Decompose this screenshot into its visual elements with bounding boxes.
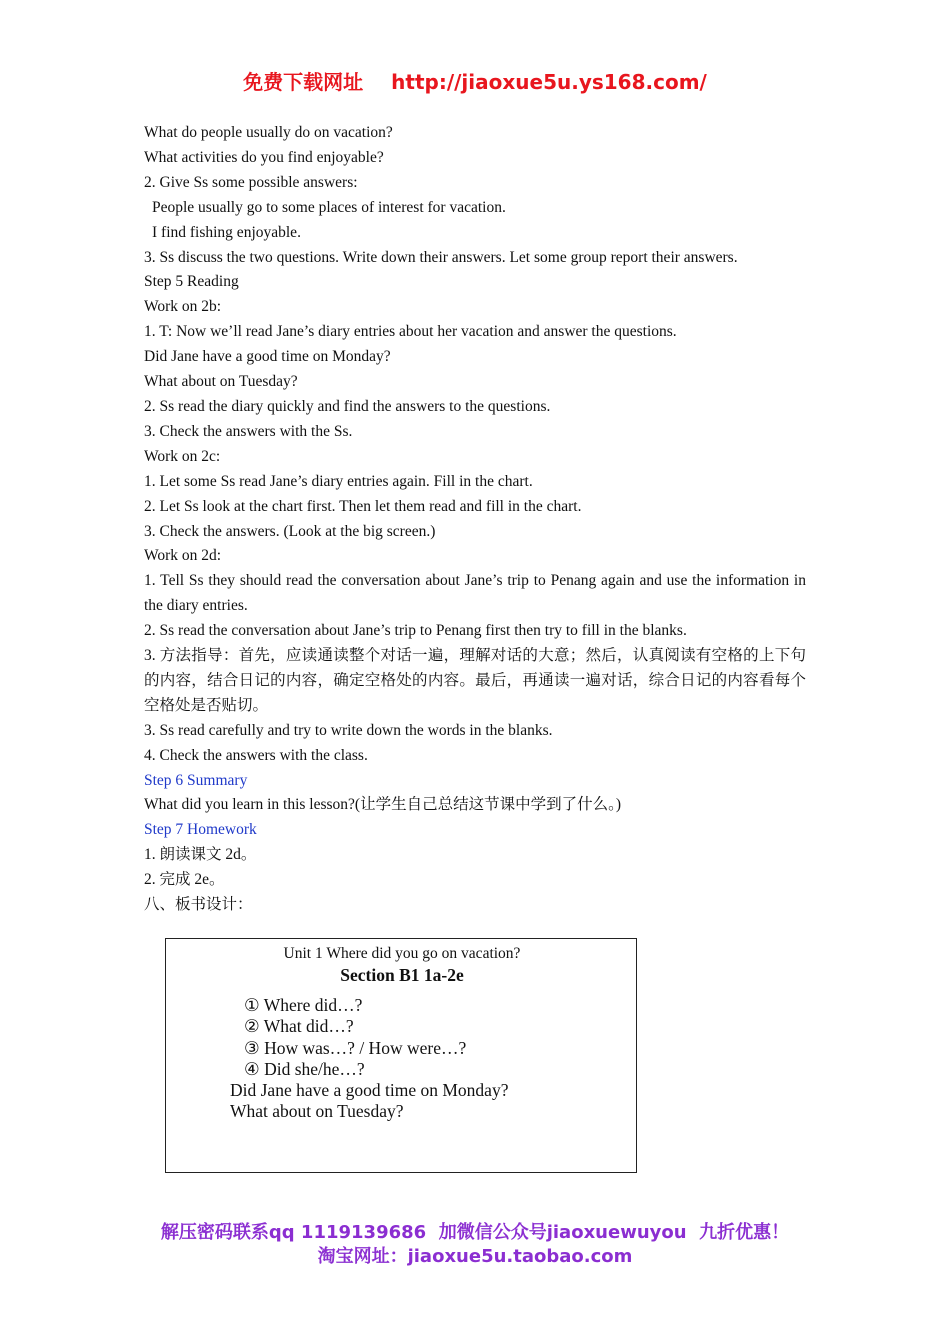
text-line: 3. Check the answers with the Ss. bbox=[144, 422, 353, 440]
text-line: 4. Check the answers with the class. bbox=[144, 746, 368, 764]
footer-text: 九折优惠！ bbox=[699, 1222, 790, 1243]
board-items bbox=[230, 995, 508, 1123]
footer-wechat: jiaoxuewuyou bbox=[546, 1222, 687, 1243]
step-heading-homework: Step 7 Homework bbox=[144, 821, 257, 839]
step-heading-summary: Step 6 Summary bbox=[144, 771, 248, 789]
text-line: 2. Let Ss look at the chart first. Then let them read and fill in the chart. bbox=[144, 497, 582, 515]
footer-qq: qq 1119139686 bbox=[268, 1222, 427, 1243]
text-line: 2. Ss read the diary quickly and find the answers to the questions. bbox=[144, 397, 551, 415]
board-item: ① Where did…? bbox=[244, 995, 363, 1015]
text-line: 3. Ss discuss the two questions. Write down their answers. Let some group report their answers. bbox=[144, 248, 738, 266]
text-line: Did Jane have a good time on Monday? bbox=[144, 348, 391, 366]
header-url[interactable]: http://jiaoxue5u.ys168.com/ bbox=[391, 70, 707, 94]
footer-text: 淘宝网址： bbox=[317, 1246, 408, 1267]
text-line: Work on 2d: bbox=[144, 547, 222, 565]
text-line: 2. Ss read the conversation about Jane’s trip to Penang first then try to fill in the blanks. bbox=[144, 622, 687, 640]
footer-text: 加微信公众号 bbox=[438, 1222, 547, 1243]
board-item: ② What did…? bbox=[244, 1016, 354, 1037]
text-line: What did you learn in this lesson?(让学生自己总结这节课中学到了什么。) bbox=[144, 796, 622, 814]
board-item: What about on Tuesday? bbox=[230, 1101, 404, 1122]
text-line: 3. Ss read carefully and try to write down the words in the blanks. bbox=[144, 721, 553, 739]
text-paragraph: 1. Tell Ss they should read the conversation about Jane’s trip to Penang again and use the information in the diary entries. bbox=[144, 572, 806, 615]
blackboard-design-box bbox=[165, 938, 637, 1173]
board-unit-title: Unit 1 Where did you go on vacation? bbox=[283, 945, 521, 962]
lesson-body bbox=[144, 121, 806, 918]
text-line: 3. Check the answers. (Look at the big screen.) bbox=[144, 522, 436, 540]
method-guide-paragraph: 3. 方法指导：首先，应读通读整个对话一遍，理解对话的大意；然后，认真阅读有空格的上下句的内容，结合日记的内容，确定空格处的内容。最后，再通读一遍对话，综合日记的内容看每个空格处是否贴切。 bbox=[144, 647, 806, 714]
board-item: ③ How was…? / How were…? bbox=[244, 1037, 467, 1058]
text-line: People usually go to some places of interest for vacation. bbox=[152, 198, 506, 216]
text-line: 1. Let some Ss read Jane’s diary entries again. Fill in the chart. bbox=[144, 472, 533, 490]
board-item: ④ Did she/he…? bbox=[244, 1058, 365, 1079]
step-heading: Step 5 Reading bbox=[144, 273, 239, 291]
footer-line-2 bbox=[0, 1242, 950, 1268]
page-header bbox=[0, 66, 950, 95]
section-heading: 八、板书设计： bbox=[144, 896, 253, 914]
text-line: I find fishing enjoyable. bbox=[152, 223, 301, 241]
header-label: 免费下载网址 bbox=[243, 70, 364, 94]
board-section-title: Section B1 1a-2e bbox=[340, 965, 464, 985]
text-line: 2. 完成 2e。 bbox=[144, 871, 225, 889]
footer-line-1 bbox=[0, 1218, 950, 1244]
board-item: Did Jane have a good time on Monday? bbox=[230, 1080, 509, 1101]
footer-taobao-url[interactable]: jiaoxue5u.taobao.com bbox=[407, 1246, 633, 1267]
text-line: What do people usually do on vacation? bbox=[144, 124, 393, 141]
text-line: What about on Tuesday? bbox=[144, 373, 298, 391]
text-line: Work on 2c: bbox=[144, 447, 221, 465]
text-line: What activities do you find enjoyable? bbox=[144, 148, 384, 166]
text-line: 1. 朗读课文 2d。 bbox=[144, 846, 257, 864]
footer-text: 解压密码联系 bbox=[160, 1222, 269, 1243]
text-line: Work on 2b: bbox=[144, 298, 222, 316]
text-line: 1. T: Now we’ll read Jane’s diary entries about her vacation and answer the questions. bbox=[144, 323, 677, 341]
text-line: 2. Give Ss some possible answers: bbox=[144, 173, 358, 191]
